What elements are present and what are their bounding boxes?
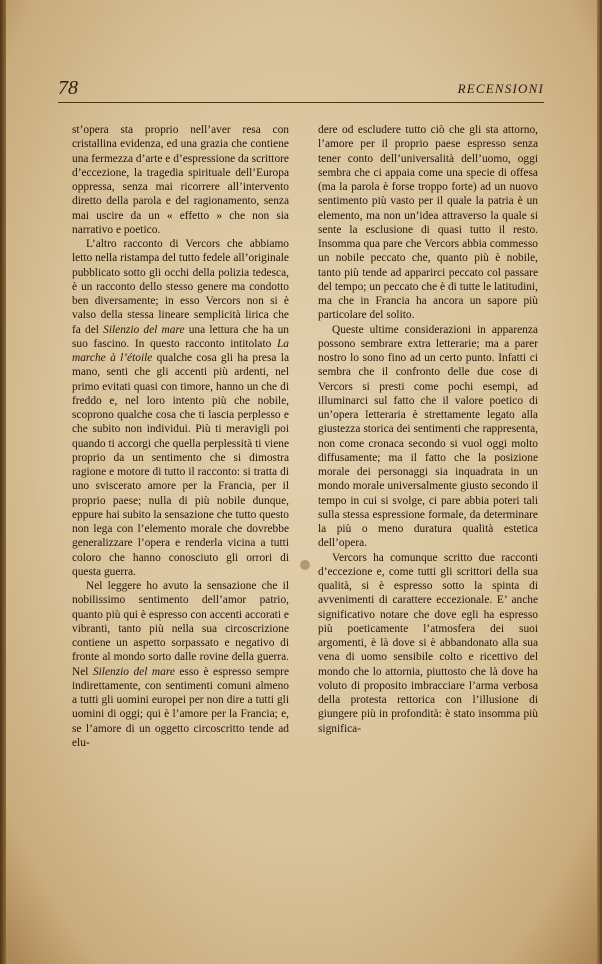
book-title: La marche à l’étoile xyxy=(72,337,289,364)
right-paragraph-2: Queste ultime considerazioni in apparenza possono sembrare extra letterarie; ma a parer nostro lo sono fino ad un certo punto. Infatti ci sembra che il confronto delle due cose di Vercors si presti come pochi esempi, ad illuminarci sul fatto che il valore poetico di un’opera letteraria è strettamente legato alla giustezza storica dei sentimenti che rappresenta, non come cronaca secondo si vuol oggi molto diffusamente; ma il fatto che la posizione morale dei personaggi sia inquadrata in un mondo morale universalmente giusto secondo il tempo in cui si svolge, ci pare abbia poteri tali sulla stessa espressione formale, da determinare la più o meno duratura qualità estetica dell’opera. xyxy=(318,323,538,550)
page-edge-right xyxy=(597,0,602,964)
paragraph-text: qualche cosa gli ha presa la mano, senti che gli accenti più ardenti, nel primo evitati quasi con timore, hanno un che di freddo e, nel loro intento più che nobile, scoprono qualche cosa che ti lascia perplesso e che subito non individui. Più ti meravigli poi quando ti accorgi che quella perplessità ti viene proprio da un sentimento che si dimostra ragione e motore di tutto il racconto: si tratta di uno sviscerato amore per la Francia, per il proprio paese; nulla di più nobile dunque, eppure hai subito la sensazione che tutto questo non lega con l’elemento morale che dovrebbe generalizzare l’opera e renderla vicina a tutti coloro che hanno conosciuto gli orrori di questa guerra. xyxy=(72,352,290,578)
paragraph-text: L’altro racconto di Vercors che abbiamo letto nella ristampa del tutto fedele all’originale pubblicato sotto gli occhi della polizia tedesca, è un racconto dello stesso genere ma condotto ben diversamente; in esso Vercors non si è valso della stessa lineare semplicità lirica che fa del xyxy=(72,238,289,336)
left-paragraph-2 xyxy=(72,237,289,579)
right-column xyxy=(318,123,538,736)
paragraph-text: Nel leggere ho avuto la sensazione che il nobilissimo sentimento dell’amor patrio, quanto più qui è espresso con accenti accorati e vibranti, tanto più nella sua circoscrizione contiene un aspetto sorpassato e negativo di fronte al mondo sorto dalle rovine della guerra. Nel xyxy=(72,580,289,678)
book-title: Silenzio del mare xyxy=(103,323,185,336)
right-paragraph-1: dere od escludere tutto ciò che gli sta attorno, l’amore per il proprio paese espresso senza tener conto dell’universalità dell’uomo, oggi sembra che ci appaia come una specie di offesa (ma la parola è forse troppo forte) ad un nuovo sentimento più vasto per il quale la patria è un elemento, ma non un’idea attraverso la quale si sente la esclusione di quasi tutto il resto. Insomma qua pare che Vercors abbia commesso un nobile peccato che, quanto più è nobile, tanto più tende ad apparirci peccato col passare del tempo; un peccato che è di tutte le latitudini, ma che in Francia ha ancora un sapore più particolare del solito. xyxy=(318,124,538,322)
right-paragraph-3: Vercors ha comunque scritto due racconti d’eccezione e, come tutti gli scrittori della sua qualità, si è espresso sotto la spinta di avvenimenti di carattere eccezionale. E’ anche significativo notare che dove egli ha espresso più poeticamente l’atmosfera dei suoi argomenti, è là dove si è abbandonato alla sua vena di uomo sensibile colto e ricettivo del mondo che lo attornia, piuttosto che là dove ha voluto di proposito imbracciare l’arma verbosa della protesta rettorica con l’illusione di giungere più in profondità: è stato insomma più significa- xyxy=(318,551,538,735)
paragraph-text: una lettura che ha un suo fascino. In questo racconto intitolato xyxy=(72,323,289,350)
left-column xyxy=(72,123,289,750)
page-header xyxy=(58,78,544,100)
header-rule xyxy=(58,102,544,103)
page-edge-left xyxy=(0,0,6,964)
left-paragraph-1: st’opera sta proprio nell’aver resa con cristallina evidenza, ed una grazia che contiene una fermezza d’arte e d’espressione da scrittore d’eccezione, la tragedia spirituale dell’Europa oppressa, senza mai ricorrere all’intervento diretto della parola e del ragionamento, senza mai uscire da un « effetto » che non sia narrativo e poetico. xyxy=(72,124,289,236)
paragraph-text: esso è espresso sempre indirettamente, con sentimenti comuni almeno a tutti gli uomini europei per non dire a tutti gli uomini di oggi; qui è l’amore per la Francia; e, se l’amore di un oggetto circoscritto tende ad elu- xyxy=(72,665,289,749)
book-title: Silenzio del mare xyxy=(92,665,175,678)
paper-stain xyxy=(300,560,310,570)
running-title: RECENSIONI xyxy=(457,81,544,96)
left-paragraph-3 xyxy=(72,579,289,750)
page-number: 78 xyxy=(58,77,78,99)
